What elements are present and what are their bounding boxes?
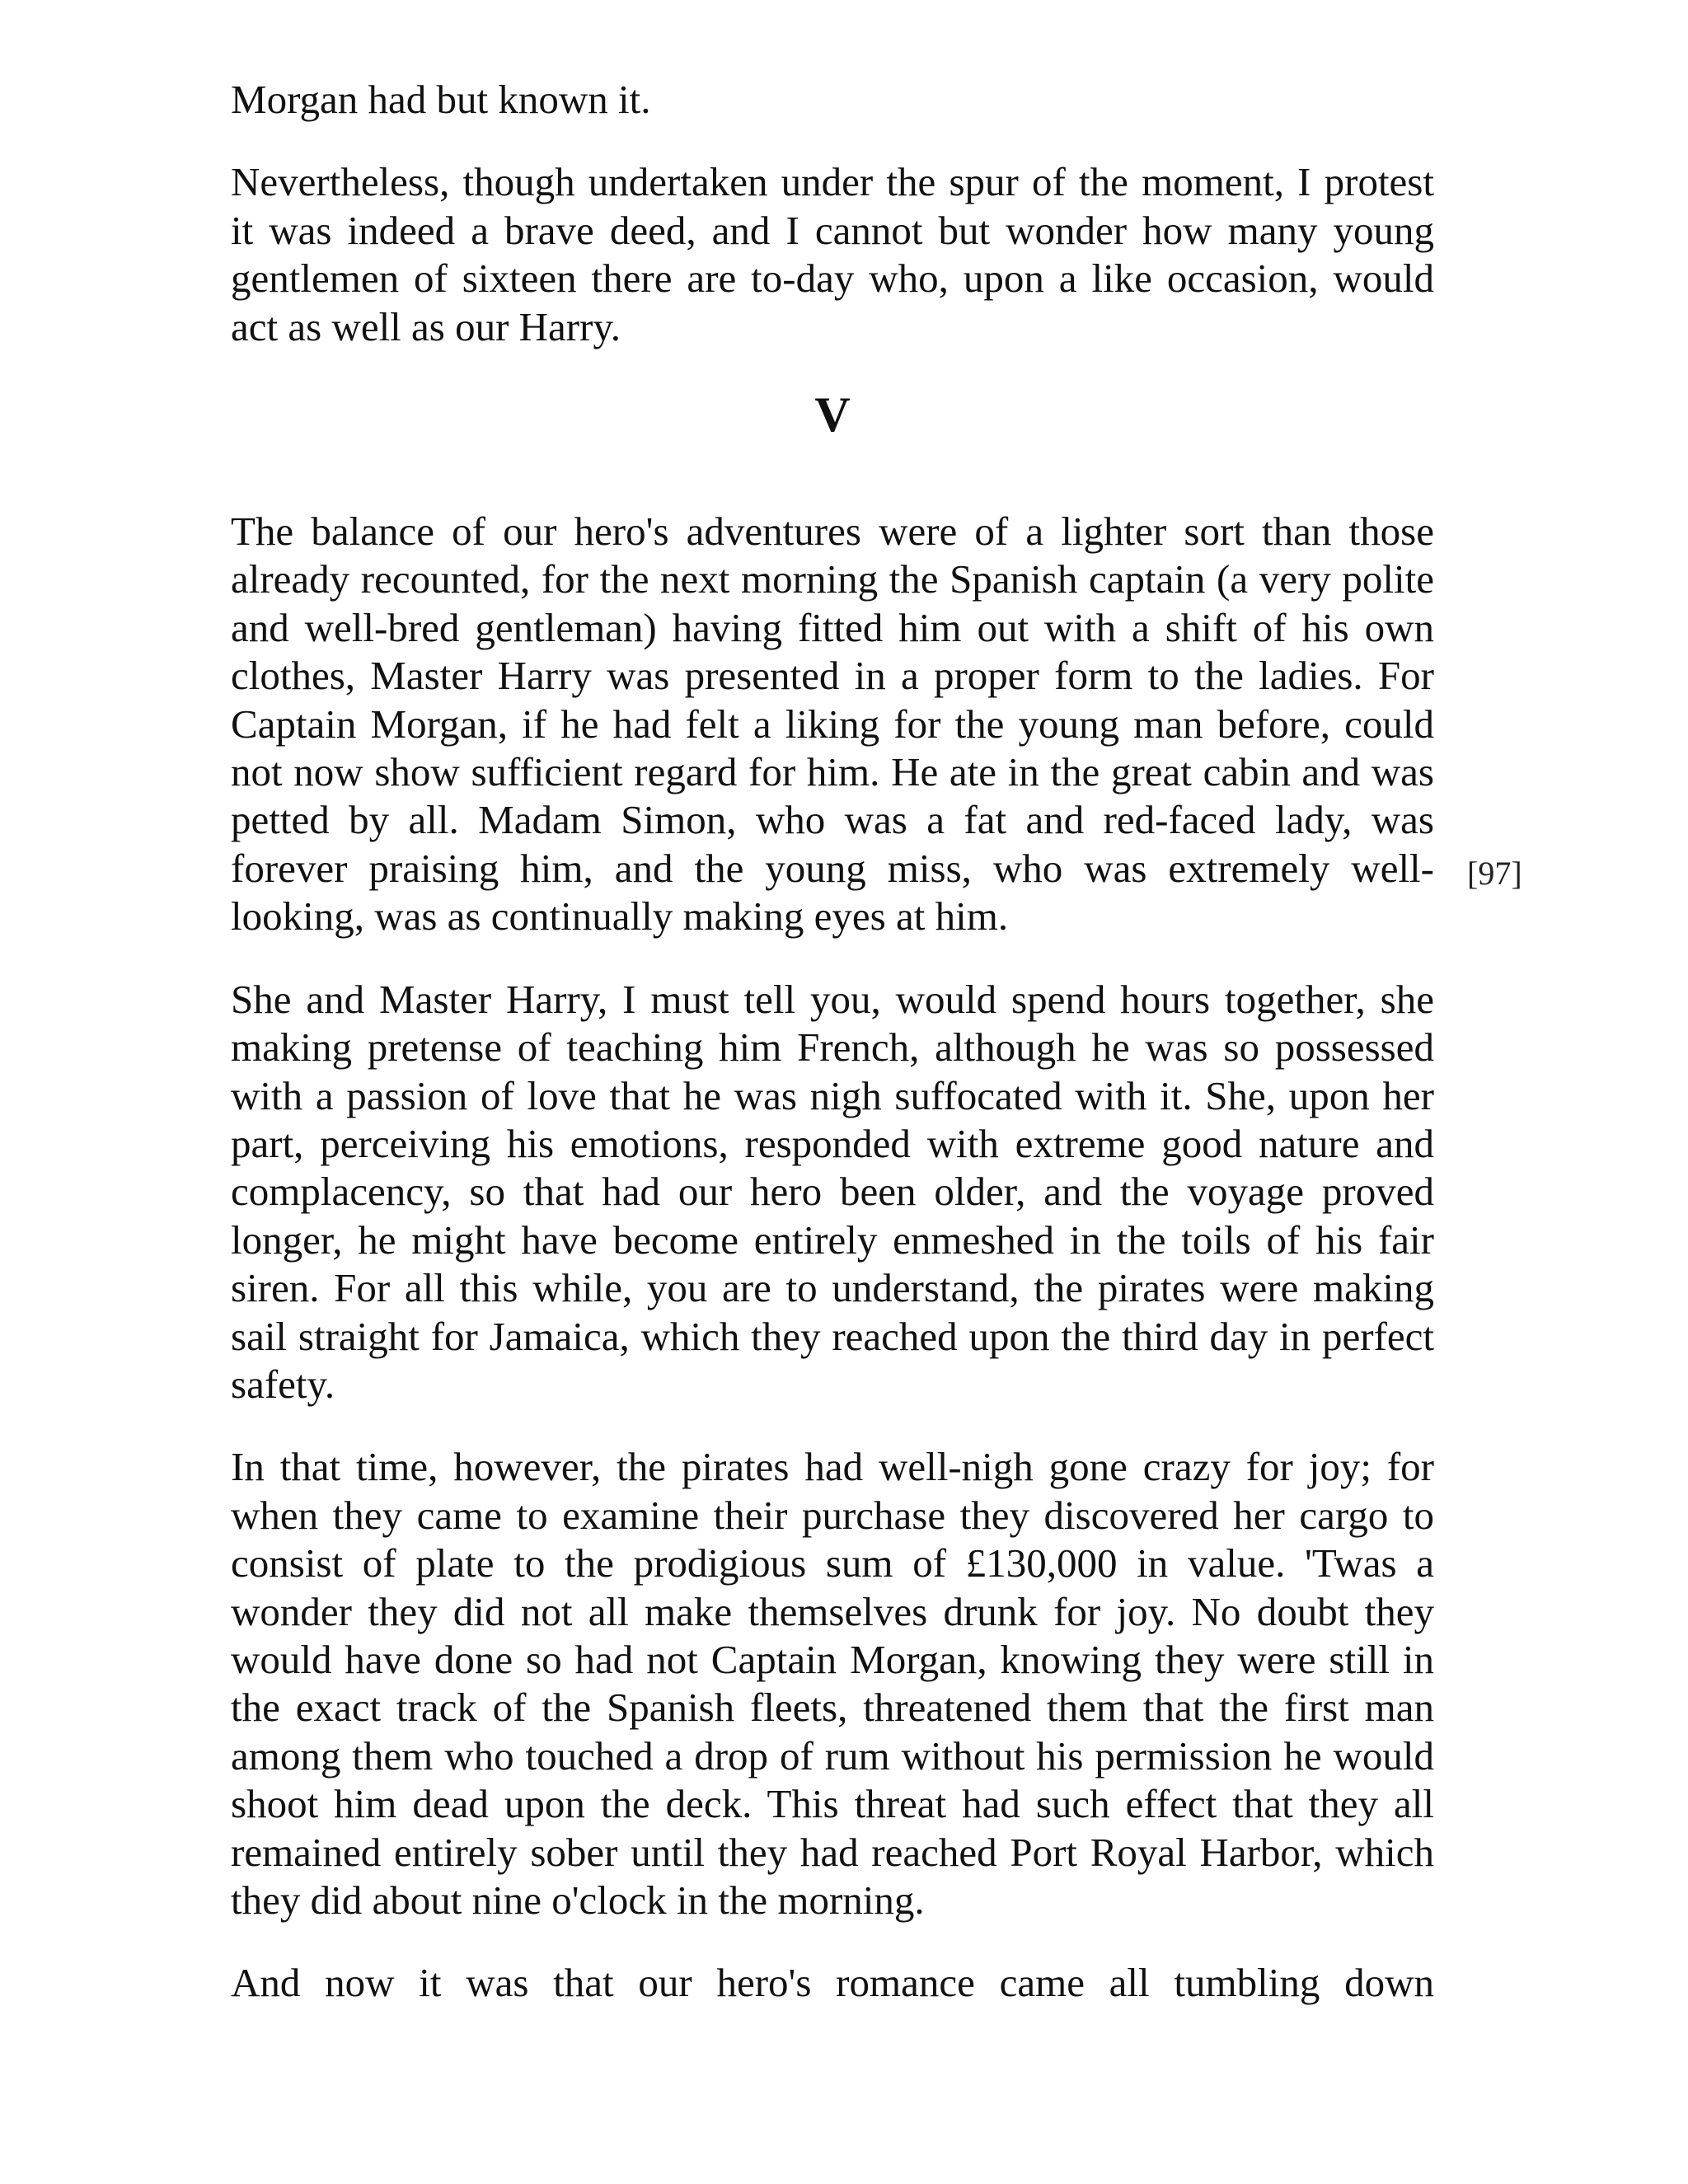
page-number: [97] bbox=[1467, 855, 1522, 892]
paragraph: The balance of our hero's adventures were of a lighter sort than those already recounted, for the next morning the Spanish captain (a very polite and well-bred gentleman) having fitted him out with a shift of his own clothes, Master Harry was presented in a proper form to the ladies. For Captain Morgan, if he had felt a liking for the young man before, could not now show sufficient regard for him. He ate in the great cabin and was petted by all. Madam Simon, who was a fat and red-faced lady, was forever praising him, and the young miss, who was extremely well-looking, was as continually making eyes at him. bbox=[231, 509, 1434, 940]
paragraph-continued: And now it was that our hero's romance came all tumbling down bbox=[231, 1960, 1434, 2006]
chapter-heading: V bbox=[814, 387, 851, 443]
paragraph: She and Master Harry, I must tell you, would spend hours together, she making pretense of teaching him French, although he was so possessed with a passion of love that he was nigh suffocated with it. She, upon her part, perceiving his emotions, responded with extreme good nature and complacency, so that had our hero been older, and the voyage proved longer, he might have become entirely enmeshed in the toils of his fair siren. For all this while, you are to understand, the pirates were making sail straight for Jamaica, which they reached upon the third day in perfect safety. bbox=[231, 976, 1434, 1407]
paragraph: In that time, however, the pirates had well-nigh gone crazy for joy; for when they came to examine their purchase they discovered her cargo to consist of plate to the prodigious sum of £130,000 in value. 'Twas a wonder they did not all make themselves drunk for joy. No doubt they would have done so had not Captain Morgan, knowing they were still in the exact track of the Spanish fleets, threatened them that the first man among them who touched a drop of rum without his permission he would shoot him dead upon the deck. This threat had such effect that they all remained entirely sober until they had reached Port Royal Harbor, which they did about nine o'clock in the morning. bbox=[231, 1444, 1434, 1923]
paragraph: Nevertheless, though undertaken under the spur of the moment, I protest it was indeed a brave deed, and I cannot but wonder how many young gentlemen of sixteen there are to-day who, upon a like occasion, would act as well as our Harry. bbox=[231, 159, 1434, 349]
paragraph: Morgan had but known it. bbox=[231, 77, 651, 122]
text-column bbox=[231, 76, 1434, 2042]
